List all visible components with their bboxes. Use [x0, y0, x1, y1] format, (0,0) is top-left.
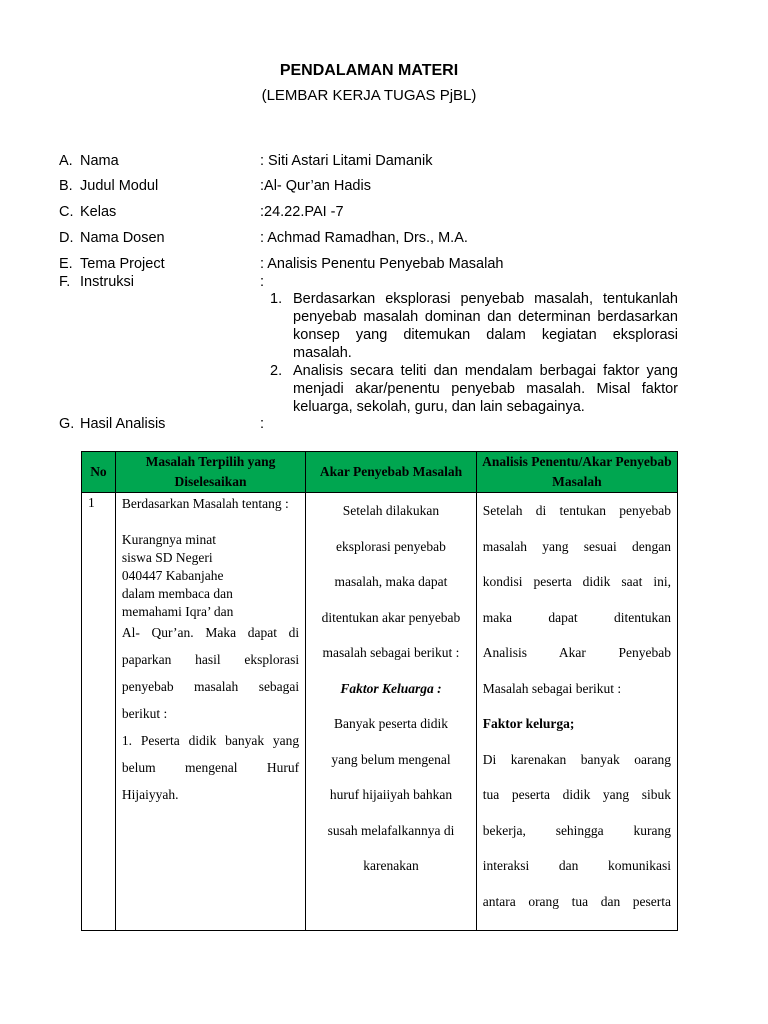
page-subtitle: (LEMBAR KERJA TUGAS PjBL) — [261, 87, 477, 104]
cell-akar — [306, 493, 477, 931]
field-value: :Al- Qur’an Hadis — [260, 178, 371, 194]
field-value: : Siti Astari Litami Damanik — [260, 153, 433, 169]
field-letter: E. — [59, 256, 73, 272]
analisis-line: interaksi dan komunikasi — [482, 858, 671, 873]
table-row — [82, 493, 678, 931]
akar-line: yang belum mengenal — [331, 751, 451, 767]
field-value: : — [260, 416, 265, 432]
field-label: Instruksi — [80, 274, 134, 290]
instruction-item — [270, 362, 678, 416]
akar-heading: Faktor Keluarga : — [340, 680, 442, 696]
page-title: PENDALAMAN MATERI — [279, 62, 459, 79]
analisis-line: antara orang tua dan peserta — [482, 893, 671, 909]
masalah-paragraph: Al- Qur’an. Maka dapat di paparkan hasil eksplorasi penyebab masalah sebagai berikut : — [121, 625, 300, 721]
analisis-line: Analisis Akar Penyebab — [482, 645, 671, 660]
analisis-line: bekerja, sehingga kurang — [482, 822, 671, 838]
analisis-line: Masalah sebagai berikut : — [482, 680, 622, 696]
akar-line: susah melafalkannya di — [327, 822, 455, 838]
field-label: Nama — [80, 153, 119, 169]
field-label: Judul Modul — [80, 178, 159, 194]
analisis-line: Di karenakan banyak oarang — [482, 751, 671, 767]
analisis-line: kondisi peserta didik saat ini, — [482, 574, 671, 589]
masalah-point: 1. Peserta didik banyak yang belum mengenal Huruf Hijaiyyah. — [121, 733, 300, 802]
analisis-line: maka dapat ditentukan — [482, 609, 671, 625]
cell-analisis — [476, 493, 677, 931]
akar-line: ditentukan akar penyebab — [321, 609, 461, 625]
header-masalah: Masalah Terpilih yang Diselesaikan — [115, 452, 305, 493]
masalah-line: Kurangnya minat — [121, 532, 216, 547]
akar-line: Setelah dilakukan — [342, 503, 440, 518]
akar-line: huruf hijaiiyah bahkan — [329, 787, 453, 802]
akar-line: Banyak peserta didik — [333, 716, 448, 731]
akar-line: eksplorasi penyebab — [336, 538, 446, 554]
field-value: : — [260, 274, 265, 290]
akar-line: karenakan — [363, 858, 419, 873]
instruction-number: 1. — [270, 291, 283, 307]
analisis-line: masalah yang sesuai dengan — [482, 538, 671, 554]
analisis-line: Setelah di tentukan penyebab — [482, 503, 671, 518]
field-label: Kelas — [80, 204, 117, 220]
header-no: No — [82, 452, 116, 493]
masalah-intro: Berdasarkan Masalah tentang : — [121, 496, 289, 511]
field-label: Tema Project — [80, 256, 165, 272]
field-letter: F. — [59, 274, 71, 290]
masalah-line: siswa SD Negeri — [121, 550, 213, 565]
header-analisis: Analisis Penentu/Akar Penyebab Masalah — [476, 452, 677, 493]
instruction-item — [270, 290, 678, 362]
instruction-text: Berdasarkan eksplorasi penyebab masalah, tentukanlah penyebab masalah dominan dan determinan berdasarkan konsep yang ditemukan dalam kegiatan eksplorasi masalah. — [293, 291, 678, 361]
field-letter: A. — [59, 153, 73, 169]
masalah-line: memahami Iqra’ dan — [121, 604, 234, 619]
analisis-line: tua peserta didik yang sibuk — [482, 787, 671, 802]
field-letter: C. — [59, 204, 74, 220]
analisis-heading: Faktor kelurga; — [482, 716, 575, 731]
field-letter: D. — [59, 230, 74, 246]
field-value: : Achmad Ramadhan, Drs., M.A. — [260, 230, 468, 246]
table-header-row — [82, 452, 678, 493]
field-label: Hasil Analisis — [80, 416, 166, 432]
masalah-line: dalam membaca dan — [121, 586, 233, 601]
field-letter: G. — [59, 416, 75, 432]
header-akar: Akar Penyebab Masalah — [306, 452, 477, 493]
field-value: :24.22.PAI -7 — [260, 204, 344, 220]
masalah-line: 040447 Kabanjahe — [121, 568, 224, 583]
analysis-table — [81, 451, 678, 931]
cell-masalah — [115, 493, 305, 931]
instruction-list — [270, 290, 678, 416]
instruction-text: Analisis secara teliti dan mendalam berbagai faktor yang menjadi akar/penentu penyebab masalah. Misal faktor keluarga, sekolah, guru, dan lain sebagainya. — [293, 363, 678, 415]
field-value: : Analisis Penentu Penyebab Masalah — [260, 256, 504, 272]
field-letter: B. — [59, 178, 73, 194]
akar-line: masalah sebagai berikut : — [322, 645, 460, 660]
cell-no: 1 — [82, 493, 116, 931]
field-label: Nama Dosen — [80, 230, 165, 246]
instruction-number: 2. — [270, 363, 283, 379]
akar-line: masalah, maka dapat — [334, 574, 448, 589]
